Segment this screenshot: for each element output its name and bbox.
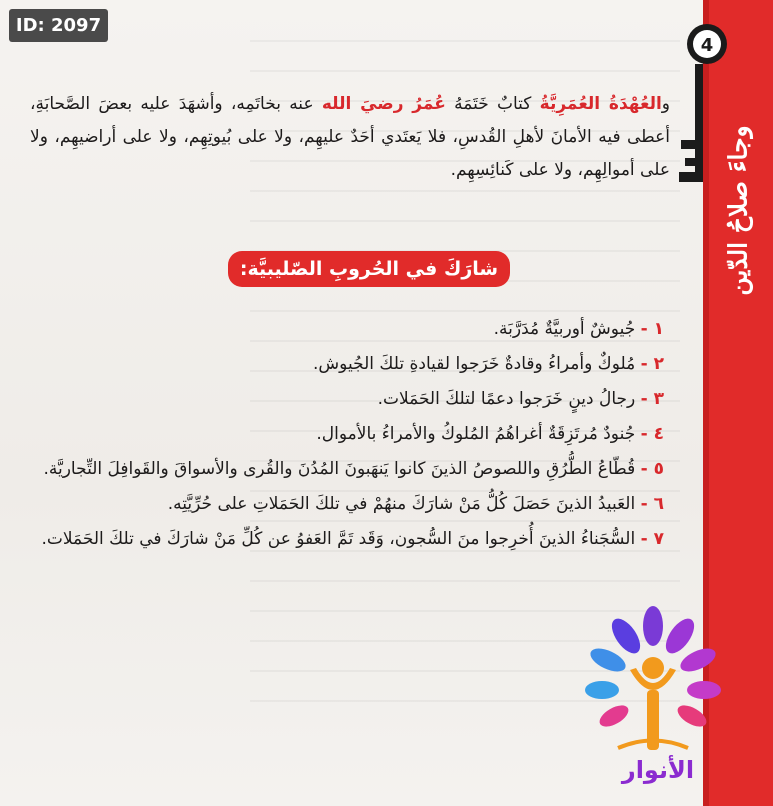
list-item <box>30 347 664 382</box>
item-number: ١ - <box>640 319 664 339</box>
list-item <box>30 417 664 452</box>
intro-text <box>30 88 670 187</box>
id-badge: ID: 2097 <box>9 9 108 42</box>
item-text: رجالُ دينٍ خَرَجوا دعمًا لتلكَ الحَمَلات. <box>377 389 636 409</box>
item-number: ٥ - <box>640 459 664 479</box>
item-number: ٦ - <box>640 494 664 514</box>
omar-name: عُمَرُ رضيَ الله <box>321 94 446 114</box>
item-text: قُطّاعُ الطُّرُقِ واللصوصُ الذينَ كانوا يَنهَبونَ المُدُنَ والقُرى والأسواقَ والقَوافِلَ التِّجاريَّة. <box>43 459 636 479</box>
list-item <box>30 522 664 557</box>
item-number: ٣ - <box>640 389 664 409</box>
intro-prefix: و <box>661 94 671 114</box>
item-text: العَبيدُ الذينَ حَصَلَ كُلُّ مَنْ شارَكَ منهُمْ في تلكَ الحَمَلاتِ على حُرِّيَّتِه. <box>167 494 636 514</box>
item-number: ٧ - <box>640 529 664 549</box>
list-item <box>30 452 664 487</box>
list-item <box>30 487 664 522</box>
covenant-name: العُهْدَةُ العُمَرِيَّةُ <box>539 94 662 114</box>
book-title-text: وجاءَ صلاحُ الدّين <box>723 124 753 296</box>
intro-paragraph <box>30 88 670 187</box>
book-title <box>705 70 771 350</box>
list-item <box>30 382 664 417</box>
item-text: جُنودٌ مُرتَزِقَةٌ أغراهُمُ المُلوكُ والأمراءُ بالأموال. <box>316 424 636 444</box>
section-heading <box>228 251 510 287</box>
page-number: 4 <box>700 35 714 56</box>
list-item <box>30 312 664 347</box>
logo-wordmark: الأنوار <box>621 756 695 784</box>
participants-list <box>30 312 664 557</box>
section-title: شارَكَ في الحُروبِ الصّليبيَّة: <box>228 251 510 287</box>
item-number: ٢ - <box>640 354 664 374</box>
intro-middle: كتابٌ خَتَمَهُ <box>445 94 540 114</box>
item-number: ٤ - <box>640 424 664 444</box>
item-text: جُيوشٌ أوربيَّةٌ مُدَرَّبَة. <box>493 319 636 339</box>
item-text: السُّجَناءُ الذينَ أُخرِجوا منَ السُّجون، وَقَد تَمَّ العَفوُ عن كُلِّ مَنْ شارَكَ في تلكَ الحَمَلات. <box>41 529 636 549</box>
intro-rest: عنه بخاتَمِه، وأشهَدَ عليه بعضَ الصَّحابَةِ، أعطى فيه الأمانَ لأهلِ القُدسِ، فلا يَعتَدي أحَدٌ عليهِم، ولا على بُيوتِهِم، ولا على أراضيهِم، ولا على أموالِهِم، ولا على كَنائِسِهِم. <box>30 94 670 180</box>
item-text: مُلوكٌ وأمراءُ وقادةٌ خَرَجوا لقيادةِ تلكَ الجُيوش. <box>313 354 636 374</box>
